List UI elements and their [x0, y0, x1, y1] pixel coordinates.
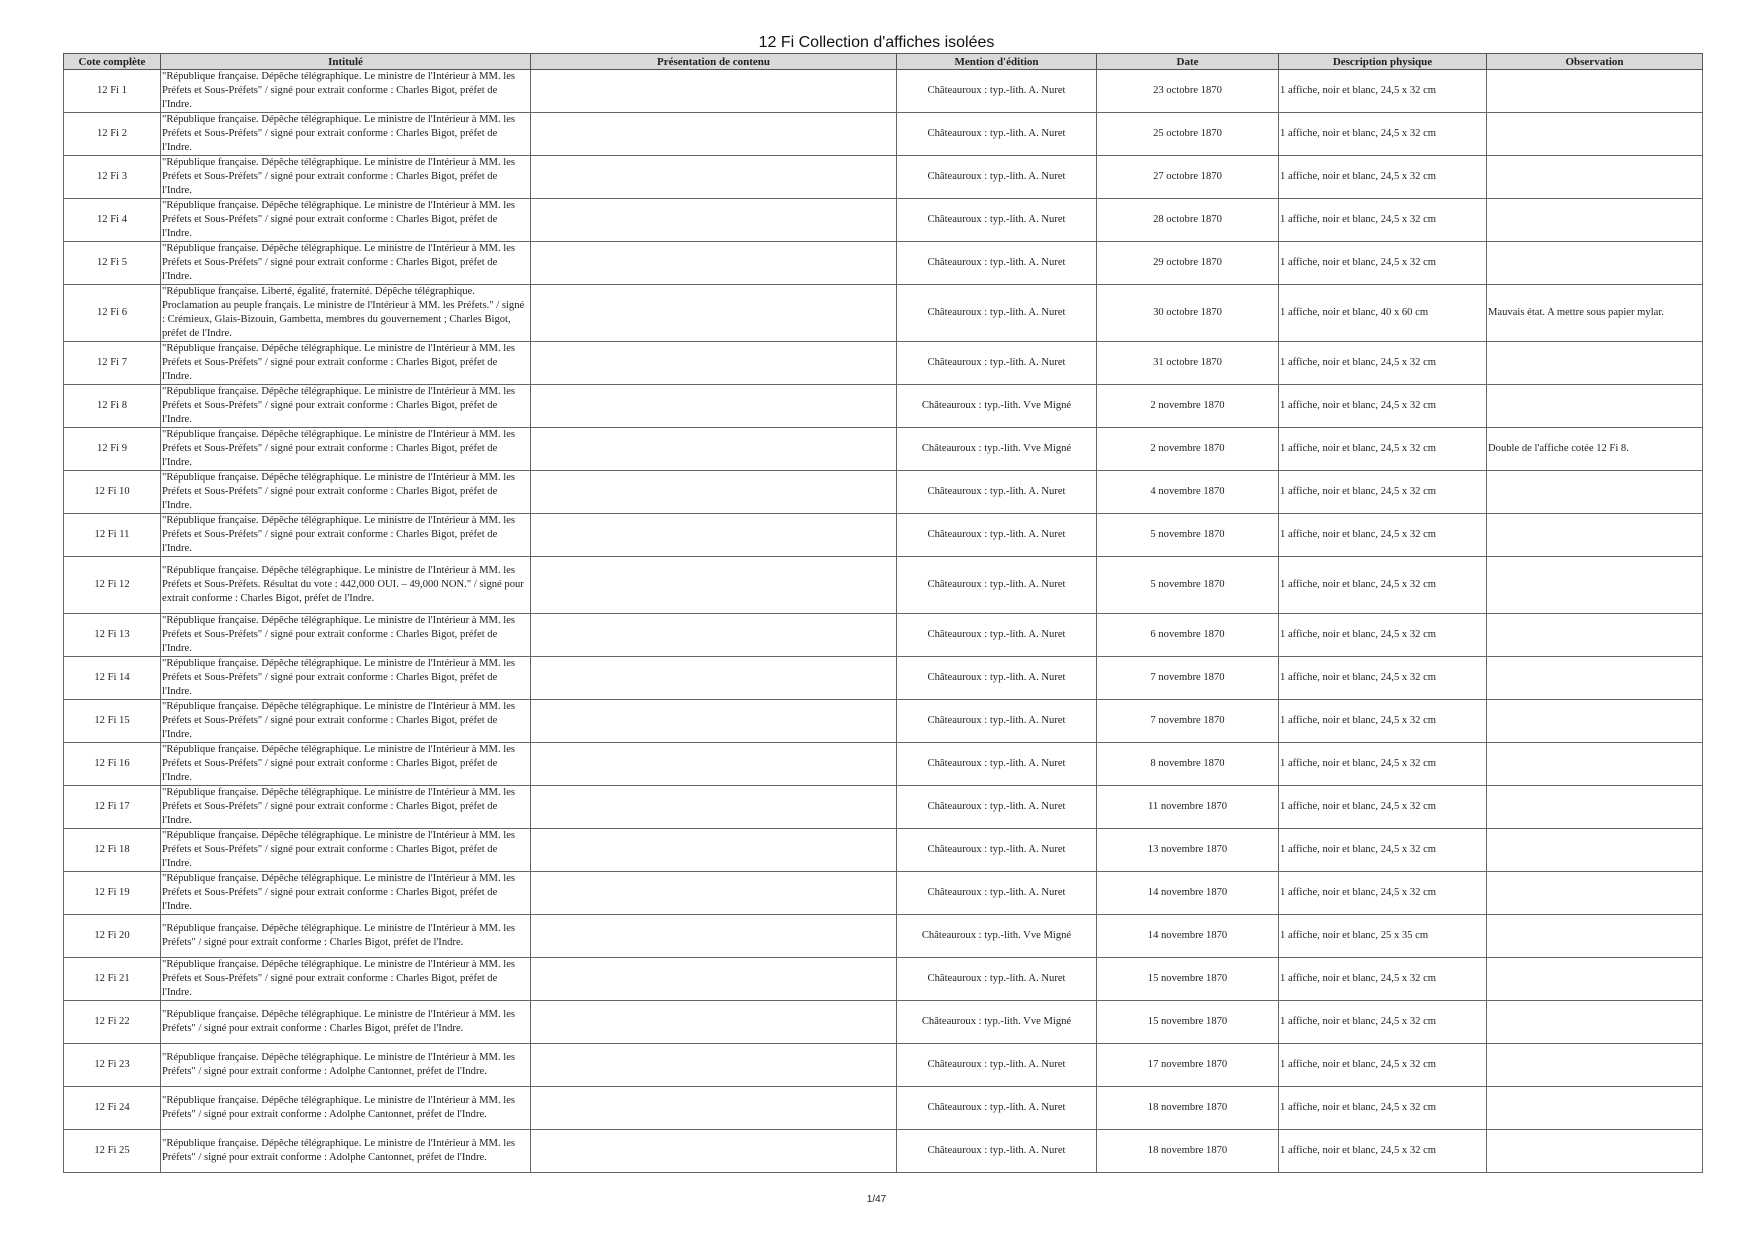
description-cell: 1 affiche, noir et blanc, 24,5 x 32 cm	[1279, 657, 1487, 700]
intitule-cell: "République française. Dépêche télégraphique. Le ministre de l'Intérieur à MM. les Préfets et Sous-Préfets" / signé pour extrait conforme : Charles Bigot, préfet de l'Indre.	[161, 958, 531, 1001]
mention-cell: Châteauroux : typ.-lith. A. Nuret	[897, 1087, 1097, 1130]
date-cell: 6 novembre 1870	[1097, 614, 1279, 657]
description-cell: 1 affiche, noir et blanc, 24,5 x 32 cm	[1279, 471, 1487, 514]
date-cell: 2 novembre 1870	[1097, 428, 1279, 471]
table-row	[64, 872, 1703, 915]
observation-cell	[1487, 156, 1703, 199]
cote-cell: 12 Fi 6	[64, 285, 161, 342]
observation-cell	[1487, 1044, 1703, 1087]
page-number: 1/47	[866, 1194, 887, 1205]
observation-cell: Mauvais état. A mettre sous papier mylar.	[1487, 285, 1703, 342]
observation-cell	[1487, 1001, 1703, 1044]
description-cell: 1 affiche, noir et blanc, 24,5 x 32 cm	[1279, 113, 1487, 156]
observation-cell	[1487, 514, 1703, 557]
observation-cell	[1487, 471, 1703, 514]
table-row	[64, 657, 1703, 700]
intitule-cell: "République française. Dépêche télégraphique. Le ministre de l'Intérieur à MM. les Préfets et Sous-Préfets" / signé pour extrait conforme : Charles Bigot, préfet de l'Indre.	[161, 113, 531, 156]
cote-cell: 12 Fi 8	[64, 385, 161, 428]
page-title: 12 Fi Collection d'affiches isolées	[758, 34, 995, 51]
cote-cell: 12 Fi 19	[64, 872, 161, 915]
table-row	[64, 1130, 1703, 1173]
intitule-cell: "République française. Dépêche télégraphique. Le ministre de l'Intérieur à MM. les Préfets et Sous-Préfets" / signé pour extrait conforme : Charles Bigot, préfet de l'Indre.	[161, 342, 531, 385]
presentation-cell	[531, 829, 897, 872]
description-cell: 1 affiche, noir et blanc, 24,5 x 32 cm	[1279, 743, 1487, 786]
date-cell: 14 novembre 1870	[1097, 872, 1279, 915]
cote-cell: 12 Fi 25	[64, 1130, 161, 1173]
cote-cell: 12 Fi 13	[64, 614, 161, 657]
intitule-cell: "République française. Dépêche télégraphique. Le ministre de l'Intérieur à MM. les Préfets et Sous-Préfets" / signé pour extrait conforme : Charles Bigot, préfet de l'Indre.	[161, 514, 531, 557]
table-row	[64, 958, 1703, 1001]
observation-cell	[1487, 1130, 1703, 1173]
presentation-cell	[531, 199, 897, 242]
mention-cell: Châteauroux : typ.-lith. A. Nuret	[897, 958, 1097, 1001]
observation-cell	[1487, 342, 1703, 385]
intitule-cell: "République française. Dépêche télégraphique. Le ministre de l'Intérieur à MM. les Préfets et Sous-Préfets" / signé pour extrait conforme : Charles Bigot, préfet de l'Indre.	[161, 70, 531, 113]
table-row	[64, 285, 1703, 342]
mention-cell: Châteauroux : typ.-lith. A. Nuret	[897, 700, 1097, 743]
mention-cell: Châteauroux : typ.-lith. A. Nuret	[897, 156, 1097, 199]
date-cell: 5 novembre 1870	[1097, 514, 1279, 557]
description-cell: 1 affiche, noir et blanc, 24,5 x 32 cm	[1279, 829, 1487, 872]
description-cell: 1 affiche, noir et blanc, 40 x 60 cm	[1279, 285, 1487, 342]
observation-cell: Double de l'affiche cotée 12 Fi 8.	[1487, 428, 1703, 471]
description-cell: 1 affiche, noir et blanc, 24,5 x 32 cm	[1279, 700, 1487, 743]
description-cell: 1 affiche, noir et blanc, 24,5 x 32 cm	[1279, 614, 1487, 657]
date-cell: 17 novembre 1870	[1097, 1044, 1279, 1087]
intitule-cell: "République française. Dépêche télégraphique. Le ministre de l'Intérieur à MM. les Préfets et Sous-Préfets" / signé pour extrait conforme : Charles Bigot, préfet de l'Indre.	[161, 786, 531, 829]
description-cell: 1 affiche, noir et blanc, 24,5 x 32 cm	[1279, 1044, 1487, 1087]
description-cell: 1 affiche, noir et blanc, 24,5 x 32 cm	[1279, 156, 1487, 199]
description-cell: 1 affiche, noir et blanc, 24,5 x 32 cm	[1279, 342, 1487, 385]
intitule-cell: "République française. Dépêche télégraphique. Le ministre de l'Intérieur à MM. les Préfets" / signé pour extrait conforme : Charles Bigot, préfet de l'Indre.	[161, 1001, 531, 1044]
intitule-cell: "République française. Dépêche télégraphique. Le ministre de l'Intérieur à MM. les Préfets et Sous-Préfets" / signé pour extrait conforme : Charles Bigot, préfet de l'Indre.	[161, 471, 531, 514]
description-cell: 1 affiche, noir et blanc, 24,5 x 32 cm	[1279, 557, 1487, 614]
description-cell: 1 affiche, noir et blanc, 24,5 x 32 cm	[1279, 1087, 1487, 1130]
cote-cell: 12 Fi 1	[64, 70, 161, 113]
date-cell: 15 novembre 1870	[1097, 958, 1279, 1001]
cote-cell: 12 Fi 9	[64, 428, 161, 471]
mention-cell: Châteauroux : typ.-lith. A. Nuret	[897, 829, 1097, 872]
mention-cell: Châteauroux : typ.-lith. Vve Migné	[897, 385, 1097, 428]
table-row	[64, 1087, 1703, 1130]
table-row	[64, 1044, 1703, 1087]
intitule-cell: "République française. Dépêche télégraphique. Le ministre de l'Intérieur à MM. les Préfets" / signé pour extrait conforme : Charles Bigot, préfet de l'Indre.	[161, 915, 531, 958]
mention-cell: Châteauroux : typ.-lith. A. Nuret	[897, 113, 1097, 156]
column-header-observation: Observation	[1487, 54, 1703, 70]
mention-cell: Châteauroux : typ.-lith. A. Nuret	[897, 1130, 1097, 1173]
observation-cell	[1487, 70, 1703, 113]
observation-cell	[1487, 557, 1703, 614]
mention-cell: Châteauroux : typ.-lith. Vve Migné	[897, 1001, 1097, 1044]
table-body	[64, 70, 1703, 1173]
cote-cell: 12 Fi 21	[64, 958, 161, 1001]
date-cell: 8 novembre 1870	[1097, 743, 1279, 786]
cote-cell: 12 Fi 16	[64, 743, 161, 786]
presentation-cell	[531, 657, 897, 700]
presentation-cell	[531, 156, 897, 199]
date-cell: 30 octobre 1870	[1097, 285, 1279, 342]
description-cell: 1 affiche, noir et blanc, 24,5 x 32 cm	[1279, 428, 1487, 471]
observation-cell	[1487, 700, 1703, 743]
observation-cell	[1487, 1087, 1703, 1130]
date-cell: 7 novembre 1870	[1097, 700, 1279, 743]
date-cell: 7 novembre 1870	[1097, 657, 1279, 700]
presentation-cell	[531, 242, 897, 285]
column-header-presentation: Présentation de contenu	[531, 54, 897, 70]
description-cell: 1 affiche, noir et blanc, 24,5 x 32 cm	[1279, 1130, 1487, 1173]
observation-cell	[1487, 657, 1703, 700]
description-cell: 1 affiche, noir et blanc, 24,5 x 32 cm	[1279, 385, 1487, 428]
presentation-cell	[531, 1044, 897, 1087]
intitule-cell: "République française. Dépêche télégraphique. Le ministre de l'Intérieur à MM. les Préfets" / signé pour extrait conforme : Adolphe Cantonnet, préfet de l'Indre.	[161, 1087, 531, 1130]
cote-cell: 12 Fi 20	[64, 915, 161, 958]
table-row	[64, 471, 1703, 514]
presentation-cell	[531, 743, 897, 786]
intitule-cell: "République française. Dépêche télégraphique. Le ministre de l'Intérieur à MM. les Préfets et Sous-Préfets" / signé pour extrait conforme : Charles Bigot, préfet de l'Indre.	[161, 657, 531, 700]
observation-cell	[1487, 385, 1703, 428]
date-cell: 27 octobre 1870	[1097, 156, 1279, 199]
description-cell: 1 affiche, noir et blanc, 25 x 35 cm	[1279, 915, 1487, 958]
presentation-cell	[531, 557, 897, 614]
table-row	[64, 1001, 1703, 1044]
date-cell: 28 octobre 1870	[1097, 199, 1279, 242]
observation-cell	[1487, 242, 1703, 285]
mention-cell: Châteauroux : typ.-lith. A. Nuret	[897, 872, 1097, 915]
mention-cell: Châteauroux : typ.-lith. A. Nuret	[897, 614, 1097, 657]
intitule-cell: "République française. Liberté, égalité, fraternité. Dépêche télégraphique. Proclamation au peuple français. Le ministre de l'Intérieur à MM. les Préfets." / signé : Crémieux, Glais-Bizouin, Gambetta, membres du gouvernement ; Charles Bigot, préfet de l'Indre.	[161, 285, 531, 342]
table-row	[64, 242, 1703, 285]
table-row	[64, 385, 1703, 428]
table-row	[64, 199, 1703, 242]
cote-cell: 12 Fi 5	[64, 242, 161, 285]
presentation-cell	[531, 1130, 897, 1173]
cote-cell: 12 Fi 10	[64, 471, 161, 514]
intitule-cell: "République française. Dépêche télégraphique. Le ministre de l'Intérieur à MM. les Préfets et Sous-Préfets" / signé pour extrait conforme : Charles Bigot, préfet de l'Indre.	[161, 743, 531, 786]
observation-cell	[1487, 113, 1703, 156]
cote-cell: 12 Fi 24	[64, 1087, 161, 1130]
intitule-cell: "République française. Dépêche télégraphique. Le ministre de l'Intérieur à MM. les Préfets" / signé pour extrait conforme : Adolphe Cantonnet, préfet de l'Indre.	[161, 1044, 531, 1087]
table-row	[64, 156, 1703, 199]
description-cell: 1 affiche, noir et blanc, 24,5 x 32 cm	[1279, 872, 1487, 915]
mention-cell: Châteauroux : typ.-lith. Vve Migné	[897, 428, 1097, 471]
cote-cell: 12 Fi 4	[64, 199, 161, 242]
description-cell: 1 affiche, noir et blanc, 24,5 x 32 cm	[1279, 242, 1487, 285]
intitule-cell: "République française. Dépêche télégraphique. Le ministre de l'Intérieur à MM. les Préfets et Sous-Préfets" / signé pour extrait conforme : Charles Bigot, préfet de l'Indre.	[161, 700, 531, 743]
date-cell: 29 octobre 1870	[1097, 242, 1279, 285]
mention-cell: Châteauroux : typ.-lith. A. Nuret	[897, 199, 1097, 242]
intitule-cell: "République française. Dépêche télégraphique. Le ministre de l'Intérieur à MM. les Préfets et Sous-Préfets" / signé pour extrait conforme : Charles Bigot, préfet de l'Indre.	[161, 156, 531, 199]
presentation-cell	[531, 700, 897, 743]
presentation-cell	[531, 915, 897, 958]
intitule-cell: "République française. Dépêche télégraphique. Le ministre de l'Intérieur à MM. les Préfets" / signé pour extrait conforme : Adolphe Cantonnet, préfet de l'Indre.	[161, 1130, 531, 1173]
presentation-cell	[531, 70, 897, 113]
intitule-cell: "République française. Dépêche télégraphique. Le ministre de l'Intérieur à MM. les Préfets et Sous-Préfets" / signé pour extrait conforme : Charles Bigot, préfet de l'Indre.	[161, 428, 531, 471]
cote-cell: 12 Fi 3	[64, 156, 161, 199]
date-cell: 5 novembre 1870	[1097, 557, 1279, 614]
presentation-cell	[531, 385, 897, 428]
table-row	[64, 557, 1703, 614]
mention-cell: Châteauroux : typ.-lith. A. Nuret	[897, 557, 1097, 614]
mention-cell: Châteauroux : typ.-lith. A. Nuret	[897, 342, 1097, 385]
column-header-description: Description physique	[1279, 54, 1487, 70]
mention-cell: Châteauroux : typ.-lith. Vve Migné	[897, 915, 1097, 958]
date-cell: 14 novembre 1870	[1097, 915, 1279, 958]
date-cell: 18 novembre 1870	[1097, 1087, 1279, 1130]
intitule-cell: "République française. Dépêche télégraphique. Le ministre de l'Intérieur à MM. les Préfets et Sous-Préfets" / signé pour extrait conforme : Charles Bigot, préfet de l'Indre.	[161, 242, 531, 285]
date-cell: 4 novembre 1870	[1097, 471, 1279, 514]
observation-cell	[1487, 199, 1703, 242]
mention-cell: Châteauroux : typ.-lith. A. Nuret	[897, 471, 1097, 514]
date-cell: 18 novembre 1870	[1097, 1130, 1279, 1173]
table-row	[64, 743, 1703, 786]
description-cell: 1 affiche, noir et blanc, 24,5 x 32 cm	[1279, 1001, 1487, 1044]
intitule-cell: "République française. Dépêche télégraphique. Le ministre de l'Intérieur à MM. les Préfets et Sous-Préfets" / signé pour extrait conforme : Charles Bigot, préfet de l'Indre.	[161, 829, 531, 872]
table-row	[64, 342, 1703, 385]
presentation-cell	[531, 958, 897, 1001]
cote-cell: 12 Fi 18	[64, 829, 161, 872]
table-row	[64, 786, 1703, 829]
table-row	[64, 113, 1703, 156]
cote-cell: 12 Fi 17	[64, 786, 161, 829]
cote-cell: 12 Fi 14	[64, 657, 161, 700]
observation-cell	[1487, 958, 1703, 1001]
table-header	[64, 54, 1703, 70]
mention-cell: Châteauroux : typ.-lith. A. Nuret	[897, 786, 1097, 829]
cote-cell: 12 Fi 7	[64, 342, 161, 385]
intitule-cell: "République française. Dépêche télégraphique. Le ministre de l'Intérieur à MM. les Préfets et Sous-Préfets" / signé pour extrait conforme : Charles Bigot, préfet de l'Indre.	[161, 199, 531, 242]
observation-cell	[1487, 872, 1703, 915]
date-cell: 31 octobre 1870	[1097, 342, 1279, 385]
description-cell: 1 affiche, noir et blanc, 24,5 x 32 cm	[1279, 786, 1487, 829]
column-header-mention: Mention d'édition	[897, 54, 1097, 70]
presentation-cell	[531, 285, 897, 342]
presentation-cell	[531, 342, 897, 385]
date-cell: 15 novembre 1870	[1097, 1001, 1279, 1044]
table-row	[64, 915, 1703, 958]
description-cell: 1 affiche, noir et blanc, 24,5 x 32 cm	[1279, 199, 1487, 242]
presentation-cell	[531, 614, 897, 657]
date-cell: 2 novembre 1870	[1097, 385, 1279, 428]
header-row	[64, 54, 1703, 70]
inventory-table	[63, 53, 1703, 1173]
cote-cell: 12 Fi 23	[64, 1044, 161, 1087]
cote-cell: 12 Fi 12	[64, 557, 161, 614]
column-header-cote: Cote complète	[64, 54, 161, 70]
presentation-cell	[531, 471, 897, 514]
date-cell: 23 octobre 1870	[1097, 70, 1279, 113]
description-cell: 1 affiche, noir et blanc, 24,5 x 32 cm	[1279, 70, 1487, 113]
mention-cell: Châteauroux : typ.-lith. A. Nuret	[897, 1044, 1097, 1087]
presentation-cell	[531, 1001, 897, 1044]
column-header-date: Date	[1097, 54, 1279, 70]
presentation-cell	[531, 872, 897, 915]
date-cell: 25 octobre 1870	[1097, 113, 1279, 156]
mention-cell: Châteauroux : typ.-lith. A. Nuret	[897, 70, 1097, 113]
table-row	[64, 700, 1703, 743]
mention-cell: Châteauroux : typ.-lith. A. Nuret	[897, 285, 1097, 342]
table-row	[64, 70, 1703, 113]
intitule-cell: "République française. Dépêche télégraphique. Le ministre de l'Intérieur à MM. les Préfets et Sous-Préfets. Résultat du vote : 442,000 OUI. – 49,000 NON." / signé pour extrait conforme : Charles Bigot, préfet de l'Indre.	[161, 557, 531, 614]
table-row	[64, 829, 1703, 872]
date-cell: 13 novembre 1870	[1097, 829, 1279, 872]
observation-cell	[1487, 743, 1703, 786]
mention-cell: Châteauroux : typ.-lith. A. Nuret	[897, 743, 1097, 786]
observation-cell	[1487, 786, 1703, 829]
cote-cell: 12 Fi 2	[64, 113, 161, 156]
mention-cell: Châteauroux : typ.-lith. A. Nuret	[897, 657, 1097, 700]
presentation-cell	[531, 428, 897, 471]
description-cell: 1 affiche, noir et blanc, 24,5 x 32 cm	[1279, 514, 1487, 557]
date-cell: 11 novembre 1870	[1097, 786, 1279, 829]
intitule-cell: "République française. Dépêche télégraphique. Le ministre de l'Intérieur à MM. les Préfets et Sous-Préfets" / signé pour extrait conforme : Charles Bigot, préfet de l'Indre.	[161, 614, 531, 657]
mention-cell: Châteauroux : typ.-lith. A. Nuret	[897, 242, 1097, 285]
column-header-intitule: Intitulé	[161, 54, 531, 70]
intitule-cell: "République française. Dépêche télégraphique. Le ministre de l'Intérieur à MM. les Préfets et Sous-Préfets" / signé pour extrait conforme : Charles Bigot, préfet de l'Indre.	[161, 385, 531, 428]
cote-cell: 12 Fi 22	[64, 1001, 161, 1044]
mention-cell: Châteauroux : typ.-lith. A. Nuret	[897, 514, 1097, 557]
presentation-cell	[531, 1087, 897, 1130]
presentation-cell	[531, 113, 897, 156]
table-row	[64, 428, 1703, 471]
observation-cell	[1487, 829, 1703, 872]
description-cell: 1 affiche, noir et blanc, 24,5 x 32 cm	[1279, 958, 1487, 1001]
observation-cell	[1487, 915, 1703, 958]
cote-cell: 12 Fi 11	[64, 514, 161, 557]
presentation-cell	[531, 786, 897, 829]
presentation-cell	[531, 514, 897, 557]
cote-cell: 12 Fi 15	[64, 700, 161, 743]
table-row	[64, 614, 1703, 657]
intitule-cell: "République française. Dépêche télégraphique. Le ministre de l'Intérieur à MM. les Préfets et Sous-Préfets" / signé pour extrait conforme : Charles Bigot, préfet de l'Indre.	[161, 872, 531, 915]
observation-cell	[1487, 614, 1703, 657]
table-row	[64, 514, 1703, 557]
